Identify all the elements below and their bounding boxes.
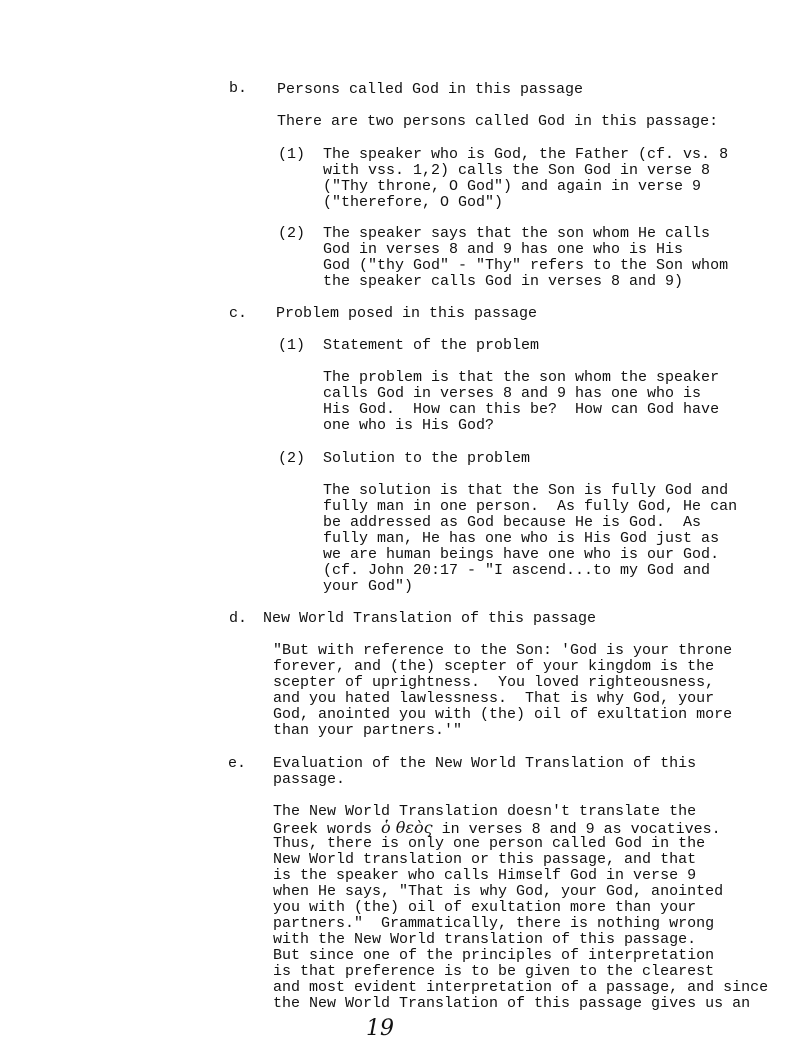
section-b-item-1-line: ("therefore, O God") [323,194,504,211]
section-c-item-1-line: His God. How can this be? How can God have [323,401,720,418]
section-e-body-line: when He says, "That is why God, your God, anointed [273,883,724,900]
greek-words-suffix: in verses 8 and 9 as vocatives. [432,821,721,838]
section-d-quote-line: than your partners.'" [273,722,463,739]
section-c-heading: Problem posed in this passage [276,305,538,322]
section-e-body-line: The New World Translation doesn't translate the [273,803,697,820]
section-e-heading-line: Evaluation of the New World Translation of this [273,755,697,772]
section-b-item-2-marker: (2) [278,225,306,242]
section-e-heading-line: passage. [273,771,346,788]
section-c-item-2-line: your God") [323,578,414,595]
section-b-item-2-line: the speaker calls God in verses 8 and 9) [323,273,684,290]
section-b-item-2-line: God in verses 8 and 9 has one who is His [323,241,684,258]
section-c-item-1-heading: Statement of the problem [323,337,540,354]
greek-words: ὁ θεὸς [381,818,433,837]
section-d-quote-line: scepter of uprightness. You loved righteousness, [273,674,715,691]
section-e-body-line: is that preference is to be given to the clearest [273,963,715,980]
page-number: 19 [366,1016,394,1041]
section-b-item-2-line: God ("thy God" - "Thy" refers to the Son whom [323,257,729,274]
section-e-body-line: partners." Grammatically, there is nothing wrong [273,915,715,932]
section-b-item-1-marker: (1) [278,146,306,163]
section-c-item-1-line: one who is His God? [323,417,495,434]
greek-words-prefix: Greek words [273,821,382,838]
section-c-item-2-line: The solution is that the Son is fully God and [323,482,729,499]
section-e-marker: e. [228,755,247,772]
section-e-body-line: with the New World translation of this passage. [273,931,697,948]
section-e-body-line: and most evident interpretation of a passage, and since [273,979,769,996]
section-c-item-2-heading: Solution to the problem [323,450,531,467]
section-d-heading: New World Translation of this passage [263,610,597,627]
section-b-item-1-line: The speaker who is God, the Father (cf. vs. 8 [323,146,729,163]
section-e-body-line: you with (the) oil of exultation more than your [273,899,697,916]
section-c-marker: c. [229,305,248,322]
section-e-body-line: New World translation or this passage, and that [273,851,697,868]
section-c-item-2-line: fully man in one person. As fully God, He can [323,498,738,515]
section-c-item-2-marker: (2) [278,450,306,467]
section-b-heading: Persons called God in this passage [277,81,584,98]
section-b-item-2-line: The speaker says that the son whom He calls [323,225,711,242]
section-e-body-line: But since one of the principles of interpretation [273,947,715,964]
section-d-quote-line: and you hated lawlessness. That is why God, your [273,690,715,707]
section-b-item-1-line: with vss. 1,2) calls the Son God in verse 8 [323,162,711,179]
section-d-marker: d. [229,610,248,627]
section-d-quote-line: forever, and (the) scepter of your kingdom is the [273,658,715,675]
section-c-item-2-line: we are human beings have one who is our God. [323,546,720,563]
section-d-quote-line: God, anointed you with (the) oil of exultation more [273,706,733,723]
section-c-item-2-line: be addressed as God because He is God. As [323,514,702,531]
section-c-item-1-marker: (1) [278,337,306,354]
section-c-item-1-line: calls God in verses 8 and 9 has one who is [323,385,702,402]
section-c-item-1-line: The problem is that the son whom the speaker [323,369,720,386]
section-b-item-1-line: ("Thy throne, O God") and again in verse 9 [323,178,702,195]
section-e-body-line: the New World Translation of this passage gives us an [273,995,751,1012]
section-e-body-line: Thus, there is only one person called God in the [273,835,706,852]
section-b-intro: There are two persons called God in this passage: [277,113,719,130]
section-b-marker: b. [229,80,248,97]
section-c-item-2-line: fully man, He has one who is His God just as [323,530,720,547]
section-c-item-2-line: (cf. John 20:17 - "I ascend...to my God and [323,562,711,579]
section-d-quote-line: "But with reference to the Son: 'God is your throne [273,642,733,659]
section-e-body-line: is the speaker who calls Himself God in verse 9 [273,867,697,884]
